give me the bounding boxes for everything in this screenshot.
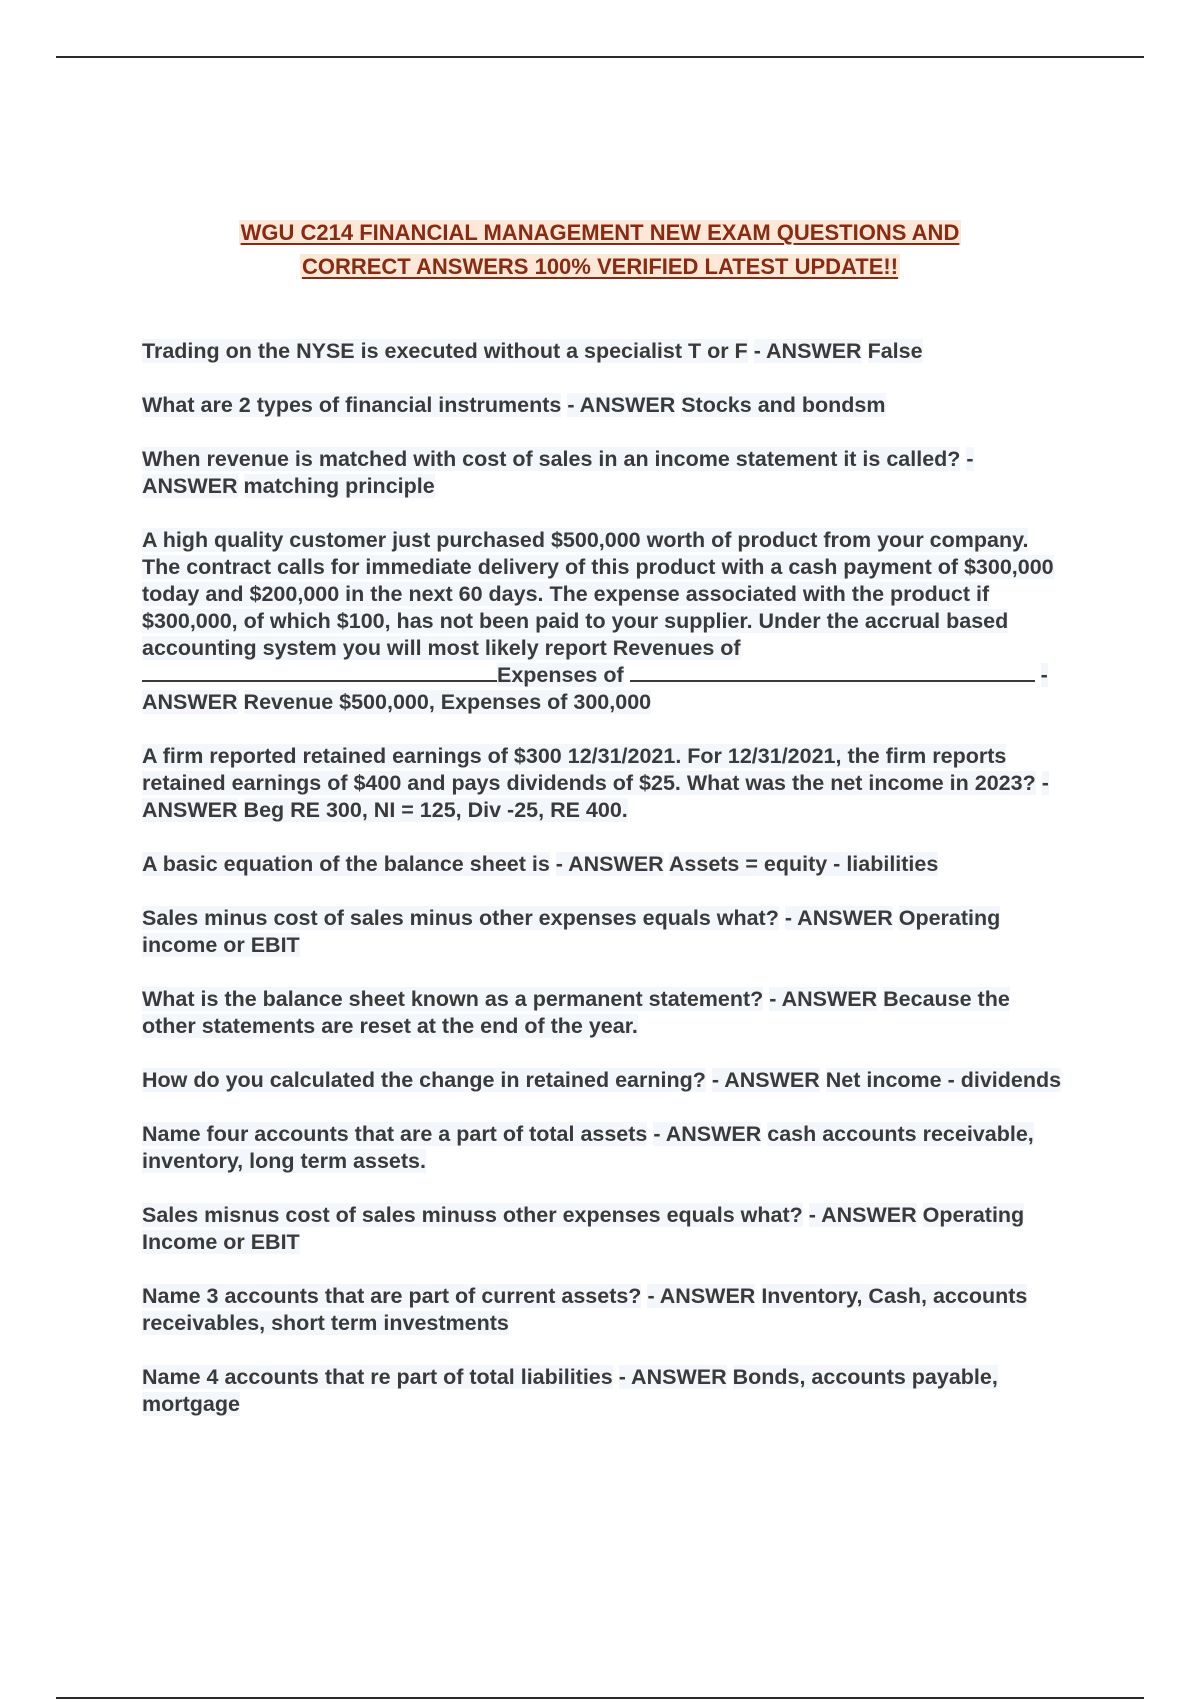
answer-text: Stocks and bondsm (681, 393, 886, 417)
answer-separator: - ANSWER (567, 393, 676, 417)
answer-text: Revenue $500,000, Expenses of 300,000 (243, 690, 652, 714)
question-text: A high quality customer just purchased $500,000 worth of product from your company. The contract calls for immediate delivery of this product with a cash payment of $300,000 today and $200,000 in the next 60 days. The expense associated with the product if $300,000, of which $100, has not been paid to your supplier. Under the accrual based accounting system you will most likely report Revenues of (142, 528, 1054, 660)
title-line-1: WGU C214 FINANCIAL MANAGEMENT NEW EXAM QUESTIONS AND (240, 220, 960, 245)
answer-separator: - ANSWER (653, 1122, 762, 1146)
qa-item-12 (142, 1283, 1067, 1337)
answer-separator: - ANSWER (769, 987, 878, 1011)
answer-text: Beg RE 300, NI = 125, Div -25, RE 400. (243, 798, 628, 822)
qa-item-3 (142, 446, 1067, 500)
answer-separator: - ANSWER (711, 1068, 820, 1092)
answer-text: Bonds, accounts payable, mortgage (142, 1365, 998, 1416)
answer-text: Because the other statements are reset at the end of the year. (142, 987, 1010, 1038)
qa-item-5 (142, 743, 1067, 824)
question-text: When revenue is matched with cost of sales in an income statement it is called? (142, 447, 961, 471)
question-text: Sales misnus cost of sales minuss other expenses equals what? (142, 1203, 803, 1227)
qa-item-13 (142, 1364, 1067, 1418)
answer-text: Inventory, Cash, accounts receivables, short term investments (142, 1284, 1028, 1335)
top-rule (56, 56, 1144, 58)
answer-separator: - ANSWER (618, 1365, 727, 1389)
answer-text: Net income - dividends (825, 1068, 1062, 1092)
answer-text: Operating income or EBIT (142, 906, 1001, 957)
answer-separator: - ANSWER (808, 1203, 917, 1227)
answer-separator: - ANSWER (142, 663, 1048, 714)
question-text: Sales minus cost of sales minus other expenses equals what? (142, 906, 779, 930)
answer-text: Assets = equity - liabilities (668, 852, 939, 876)
question-text: What is the balance sheet known as a permanent statement? (142, 987, 764, 1011)
question-text: Name four accounts that are a part of total assets (142, 1122, 648, 1146)
answer-separator: - ANSWER (647, 1284, 756, 1308)
answer-separator: - ANSWER (753, 339, 862, 363)
qa-item-7 (142, 905, 1067, 959)
qa-item-6 (142, 851, 1067, 878)
qa-item-2 (142, 392, 1067, 419)
answer-separator: - ANSWER (784, 906, 893, 930)
answer-text: cash accounts receivable, inventory, long term assets. (142, 1122, 1034, 1173)
fill-in-blank (630, 662, 1035, 682)
answer-text: Operating Income or EBIT (142, 1203, 1025, 1254)
question-text: How do you calculated the change in retained earning? (142, 1068, 706, 1092)
answer-text: matching principle (243, 474, 435, 498)
answer-separator: - ANSWER (142, 771, 1049, 822)
fill-in-blank (142, 662, 497, 682)
qa-item-4 (142, 527, 1067, 716)
answer-separator: - ANSWER (142, 447, 974, 498)
qa-item-9 (142, 1067, 1067, 1094)
qa-item-1 (142, 338, 1067, 365)
qa-list (142, 338, 1067, 1445)
question-text: What are 2 types of financial instruments (142, 393, 562, 417)
question-text: Name 3 accounts that are part of current assets? (142, 1284, 642, 1308)
qa-item-10 (142, 1121, 1067, 1175)
question-text: Expenses of (497, 663, 624, 687)
qa-item-8 (142, 986, 1067, 1040)
question-text: Name 4 accounts that re part of total liabilities (142, 1365, 613, 1389)
answer-separator: - ANSWER (555, 852, 664, 876)
title-line-2: CORRECT ANSWERS 100% VERIFIED LATEST UPDATE!! (301, 254, 899, 279)
qa-item-11 (142, 1202, 1067, 1256)
question-text: Trading on the NYSE is executed without a specialist T or F (142, 339, 748, 363)
question-text: A basic equation of the balance sheet is (142, 852, 550, 876)
question-text: A firm reported retained earnings of $300 12/31/2021. For 12/31/2021, the firm reports retained earnings of $400 and pays dividends of $25. What was the net income in 2023? (142, 744, 1036, 795)
bottom-rule (56, 1697, 1144, 1699)
document-title (120, 216, 1080, 284)
answer-text: False (867, 339, 923, 363)
